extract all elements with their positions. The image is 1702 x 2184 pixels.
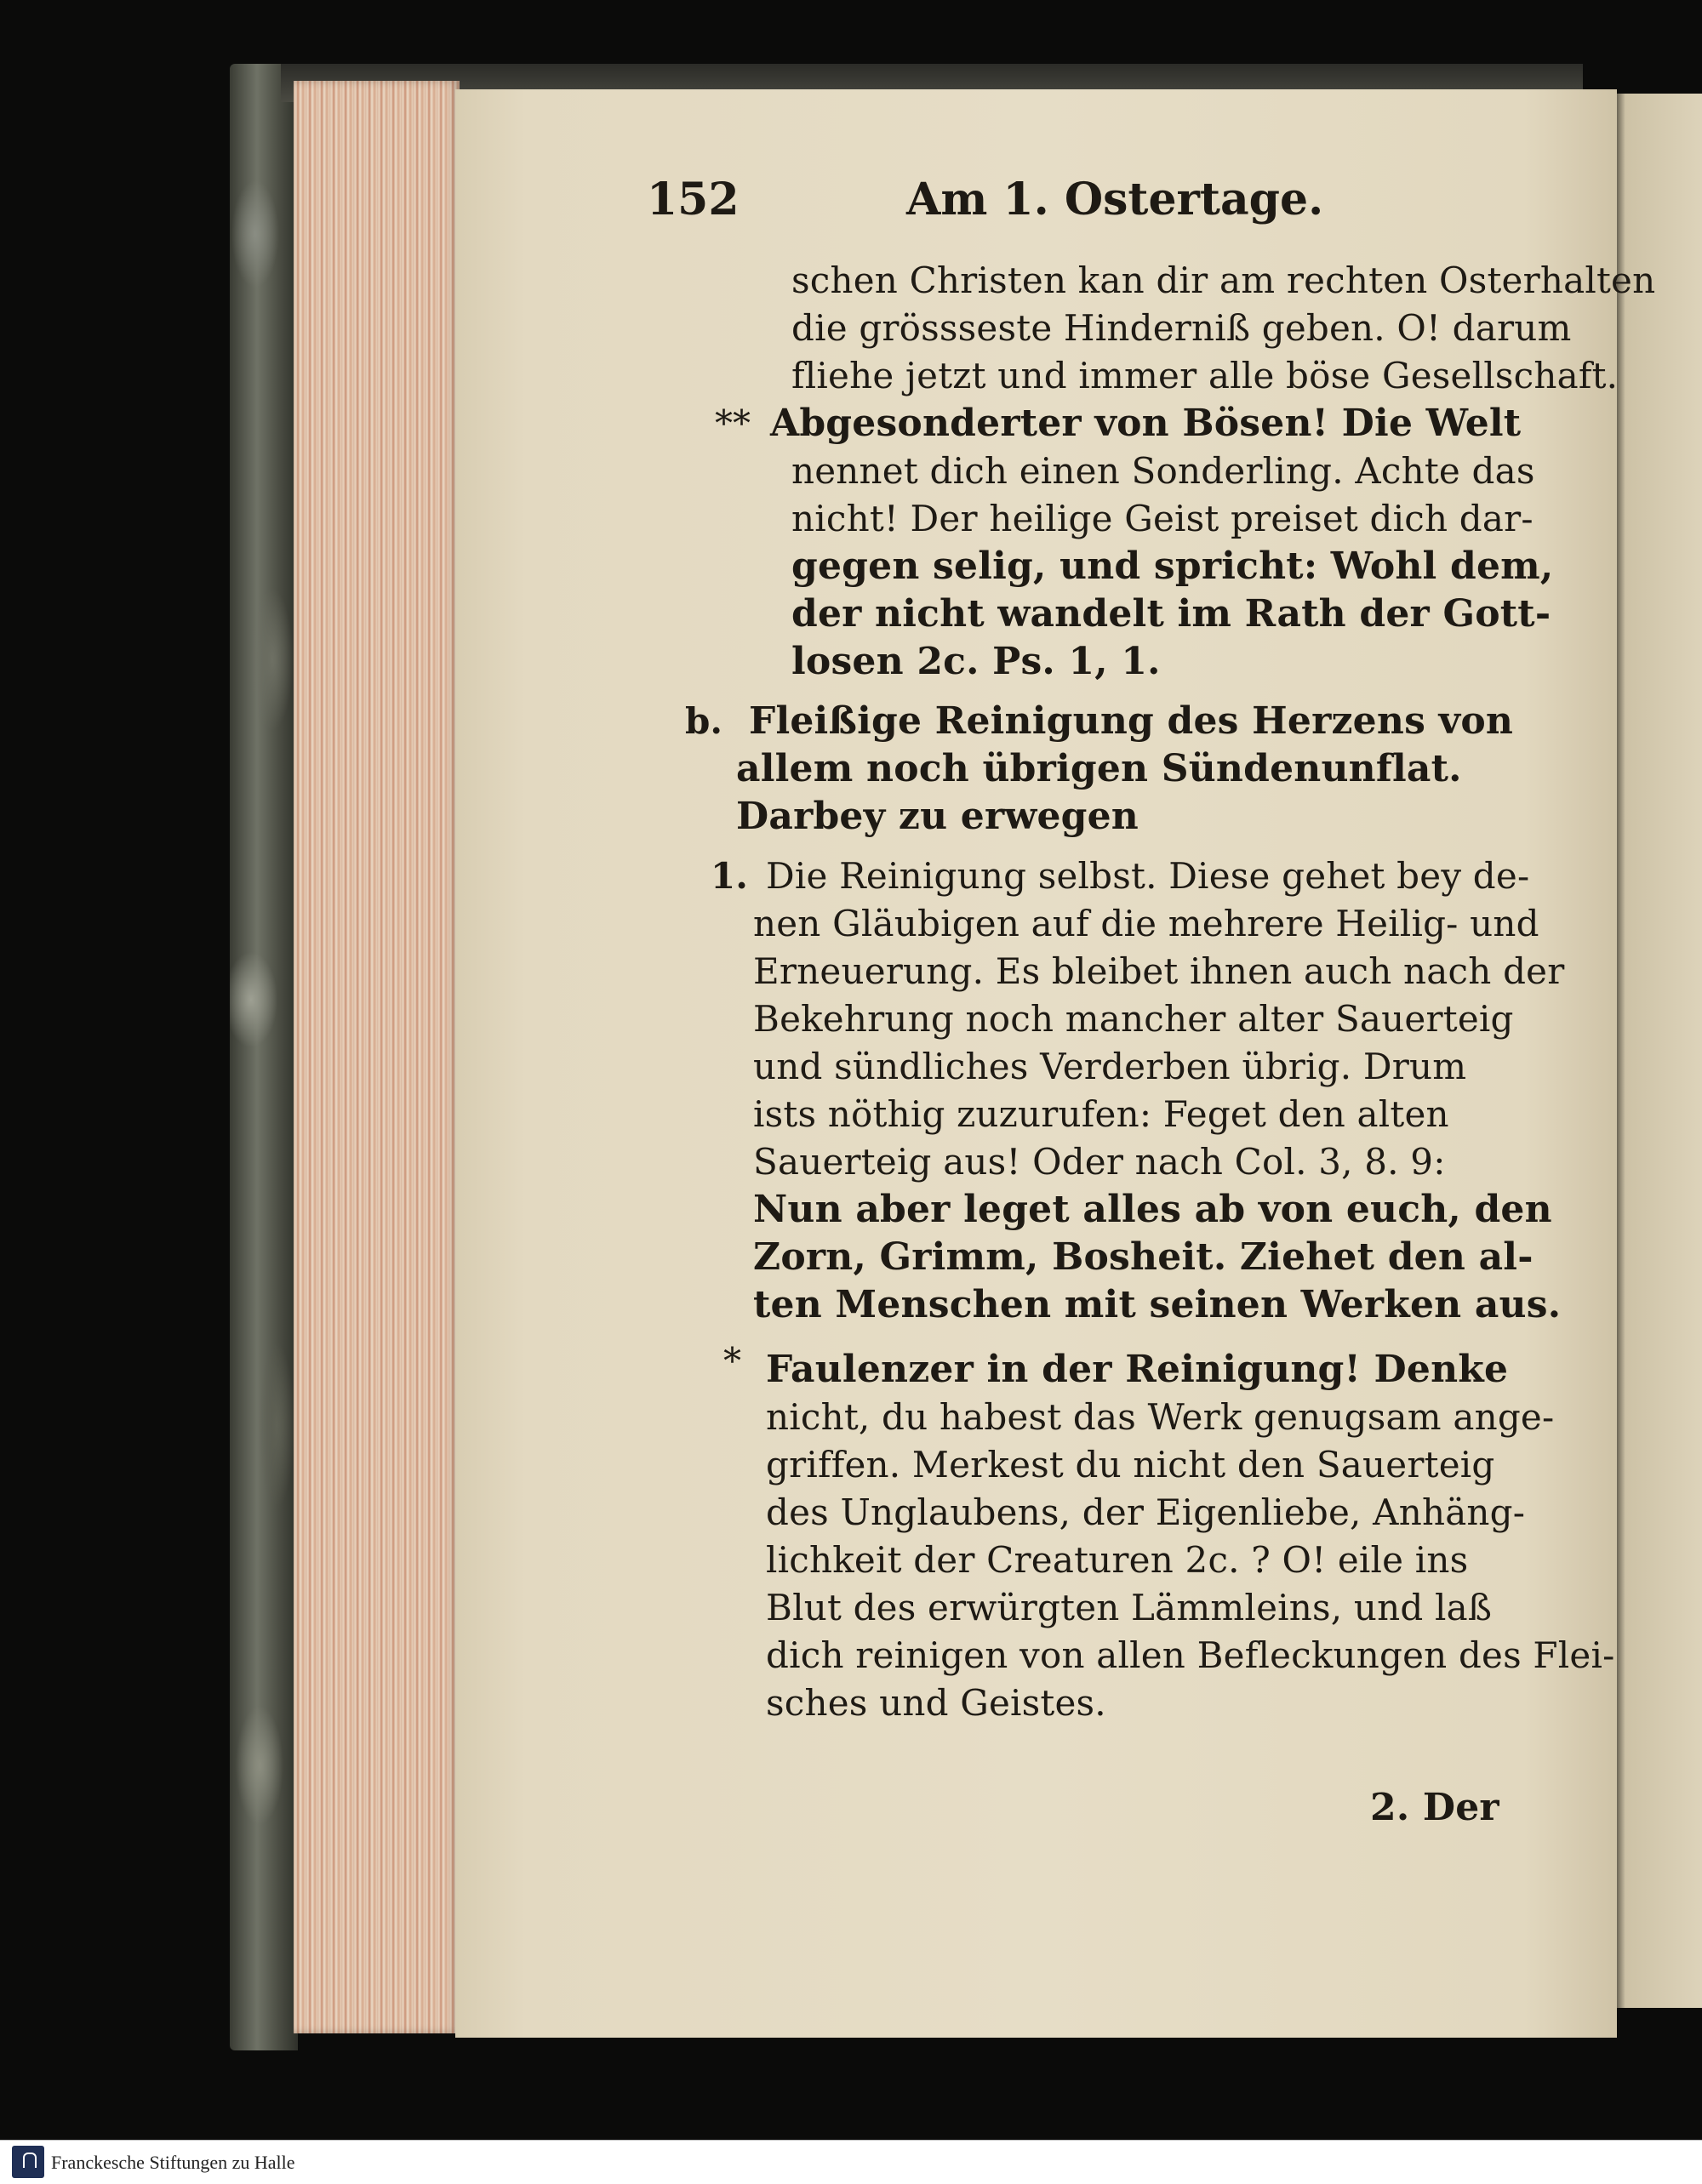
text-line: dich reinigen von allen Befleckungen des Flei- bbox=[766, 1634, 1615, 1676]
section-heading: Fleißige Reinigung des Herzens von bbox=[749, 699, 1514, 743]
marbled-cover bbox=[230, 64, 298, 2050]
star-marker: * bbox=[723, 1340, 741, 1382]
text-line: ists nöthig zuzurufen: Feget den alten bbox=[753, 1093, 1449, 1135]
section-heading: Darbey zu erwegen bbox=[736, 795, 1139, 838]
text-line: nennet dich einen Sonderling. Achte das bbox=[791, 450, 1535, 492]
text-line: lichkeit der Creaturen 2c. ? O! eile ins bbox=[766, 1539, 1469, 1581]
text-line: Faulenzer in der Reinigung! Denke bbox=[766, 1348, 1509, 1391]
text-line: und sündliches Verderben übrig. Drum bbox=[753, 1046, 1467, 1087]
section-b-marker: b. bbox=[685, 700, 722, 742]
text-line: ten Menschen mit seinen Werken aus. bbox=[753, 1283, 1562, 1326]
catchword: 2. Der bbox=[1370, 1786, 1499, 1829]
double-star-marker: ** bbox=[715, 402, 751, 444]
text-line: der nicht wandelt im Rath der Gott- bbox=[791, 592, 1551, 636]
text-line: nicht! Der heilige Geist preiset dich dar- bbox=[791, 498, 1534, 539]
text-line: gegen selig, und spricht: Wohl dem, bbox=[791, 545, 1554, 588]
text-line: nicht, du habest das Werk genugsam ange- bbox=[766, 1396, 1555, 1438]
section-heading: allem noch übrigen Sündenunflat. bbox=[736, 747, 1462, 790]
text-line: Nun aber leget alles ab von euch, den bbox=[753, 1188, 1552, 1231]
item-one-marker: 1. bbox=[711, 855, 748, 897]
page-text bbox=[455, 89, 1656, 2038]
text-line: fliehe jetzt und immer alle böse Gesellschaft. bbox=[791, 355, 1619, 396]
footer-bar bbox=[0, 2140, 1702, 2184]
page-number: 152 bbox=[647, 174, 740, 225]
book-page bbox=[455, 89, 1656, 2038]
text-line: Zorn, Grimm, Bosheit. Ziehet den al- bbox=[753, 1235, 1534, 1279]
running-head: Am 1. Ostertage. bbox=[906, 174, 1324, 225]
text-line: Abgesonderter von Bösen! Die Welt bbox=[770, 402, 1522, 445]
text-line: schen Christen kan dir am rechten Osterhalten bbox=[791, 259, 1656, 301]
text-line: losen 2c. Ps. 1, 1. bbox=[791, 640, 1161, 683]
text-line: Erneuerung. Es bleibet ihnen auch nach der bbox=[753, 950, 1565, 992]
text-line: sches und Geistes. bbox=[766, 1682, 1106, 1724]
text-line: Sauerteig aus! Oder nach Col. 3, 8. 9: bbox=[753, 1141, 1446, 1183]
text-line: griffen. Merkest du nicht den Sauerteig bbox=[766, 1444, 1495, 1485]
facing-page bbox=[1617, 94, 1702, 2008]
text-line: die grössseste Hinderniß geben. O! darum bbox=[791, 307, 1572, 349]
text-line: des Unglaubens, der Eigenliebe, Anhäng- bbox=[766, 1491, 1526, 1533]
institution-logo-icon bbox=[12, 2146, 44, 2178]
page-edges bbox=[294, 81, 460, 2033]
text-line: Bekehrung noch mancher alter Sauerteig bbox=[753, 998, 1514, 1040]
text-line: Die Reinigung selbst. Diese gehet bey de- bbox=[766, 855, 1530, 897]
footer-label: Franckesche Stiftungen zu Halle bbox=[51, 2152, 295, 2173]
text-line: Blut des erwürgten Lämmleins, und laß bbox=[766, 1587, 1493, 1628]
text-line: nen Gläubigen auf die mehrere Heilig- und bbox=[753, 903, 1539, 944]
